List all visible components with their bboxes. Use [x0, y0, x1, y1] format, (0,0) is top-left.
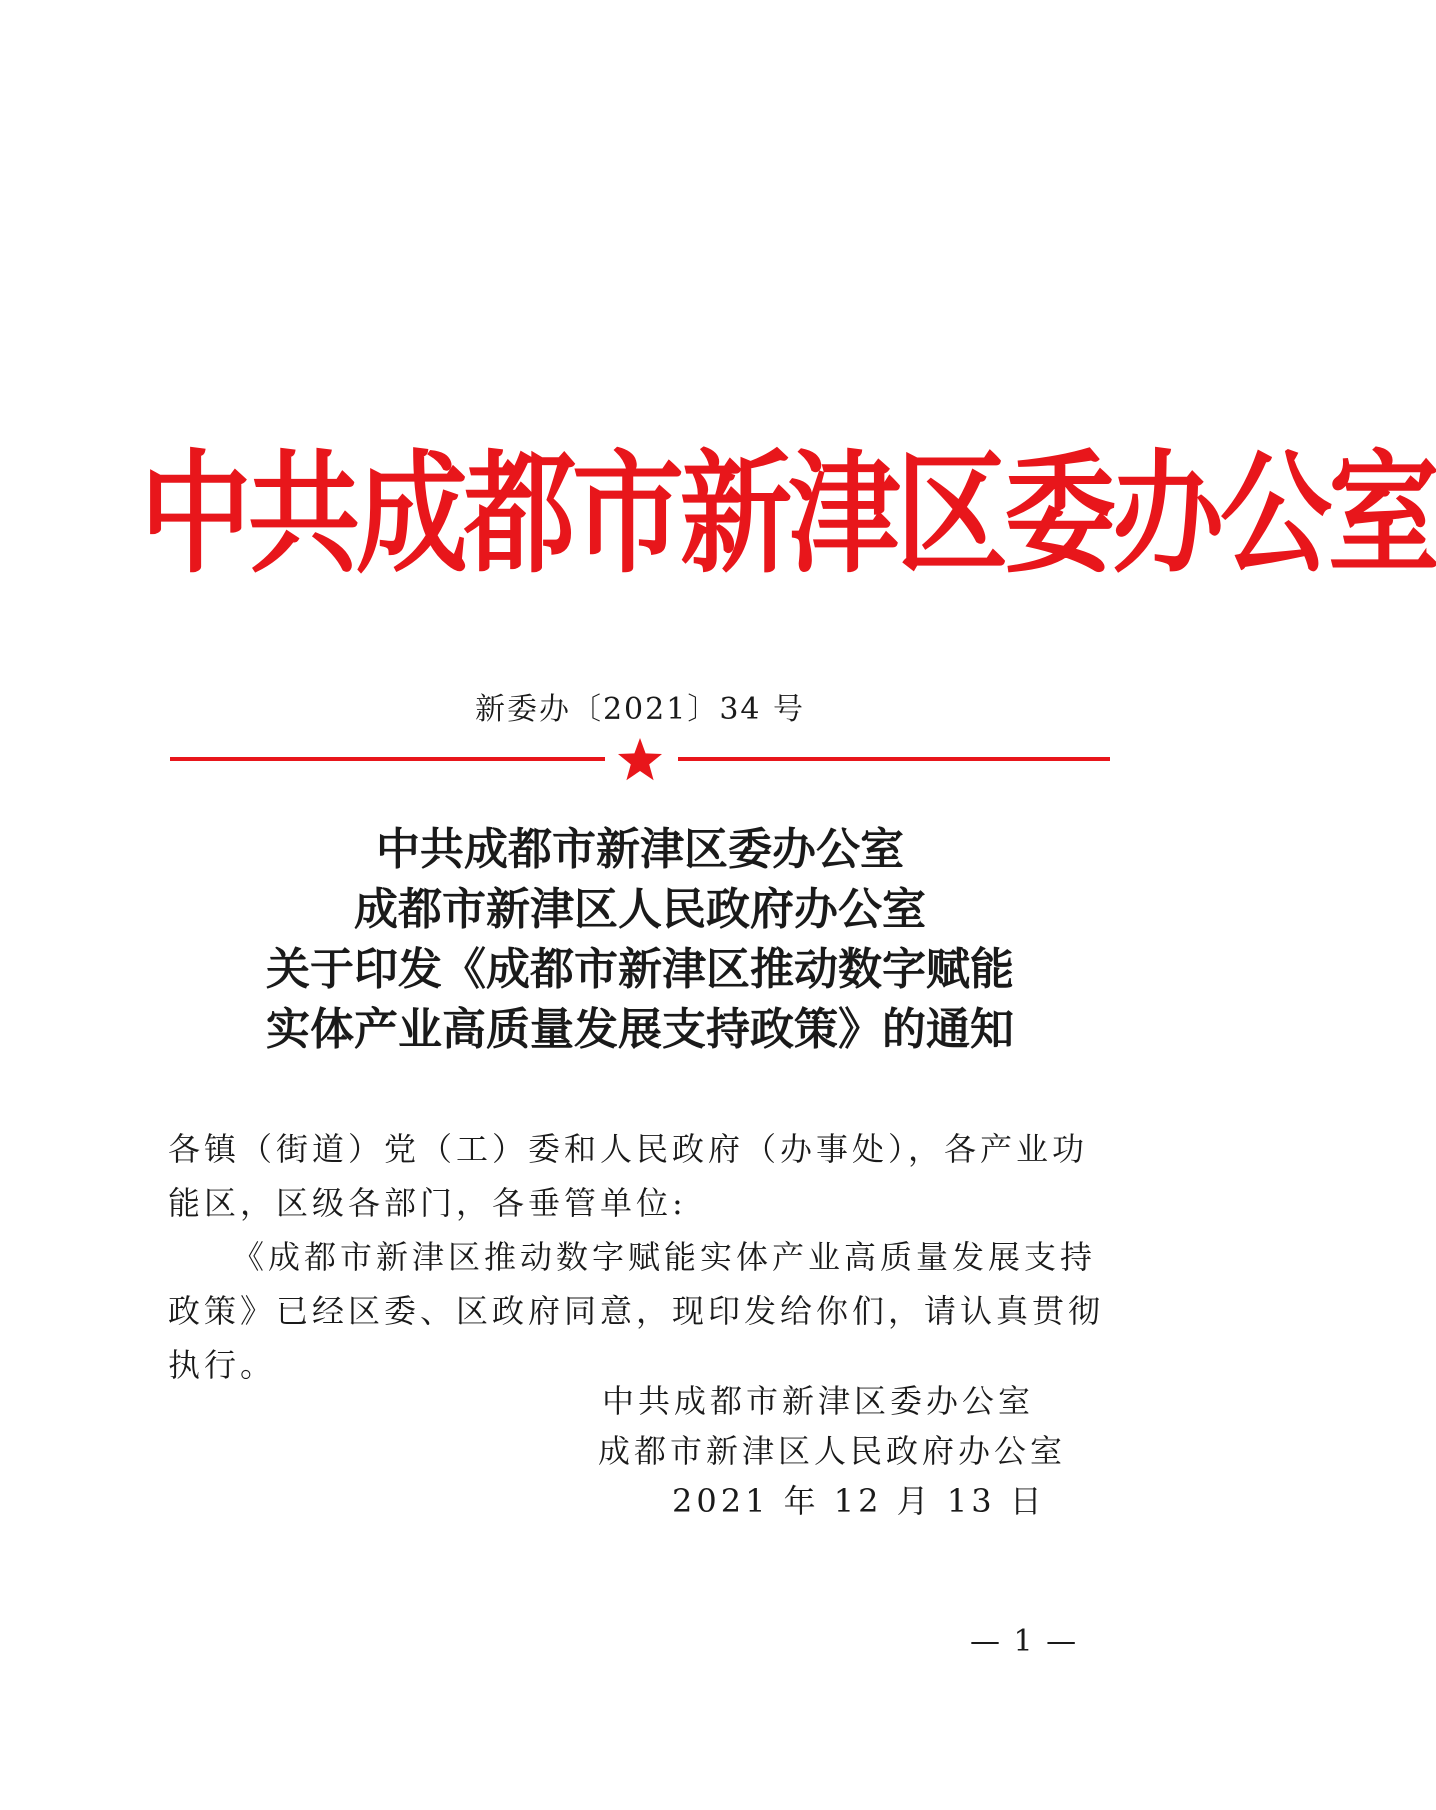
- issue-date: 2021 年 12 月 13 日: [672, 1482, 1046, 1520]
- page-number: — 1 —: [970, 1624, 1079, 1659]
- title-line: 实体产业高质量发展支持政策》的通知: [266, 1004, 1014, 1055]
- star-icon: [616, 736, 664, 784]
- body-paragraph: 《成都市新津区推动数字赋能实体产业高质量发展支持政策》已经区委、区政府同意，现印发给你们，请认真贯彻执行。: [168, 1238, 1105, 1384]
- issuer-org-1: 中共成都市新津区委办公室: [602, 1382, 1035, 1420]
- masthead-title: 中共成都市新津区委办公室: [140, 438, 1436, 592]
- notice-title: [0, 820, 1280, 1060]
- addressee: 各镇（街道）党（工）委和人民政府（办事处），各产业功能区，区级各部门，各垂管单位:: [168, 1130, 1089, 1222]
- document-number: 新委办〔2021〕34 号: [474, 692, 806, 727]
- red-divider-right: [678, 757, 1110, 761]
- notice-body: [168, 1122, 1108, 1392]
- title-line: 关于印发《成都市新津区推动数字赋能: [266, 944, 1014, 995]
- title-line: 中共成都市新津区委办公室: [376, 824, 904, 875]
- issuer-org-2: 成都市新津区人民政府办公室: [598, 1432, 1067, 1470]
- title-line: 成都市新津区人民政府办公室: [354, 884, 926, 935]
- red-divider-left: [170, 757, 605, 761]
